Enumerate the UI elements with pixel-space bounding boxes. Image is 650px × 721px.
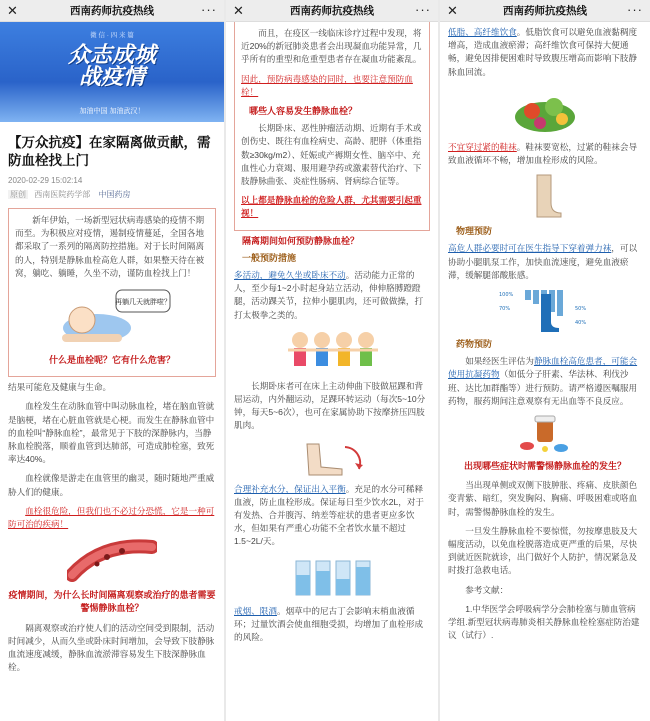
paragraph-stockings: ，可以协助小腿肌泵工作，加快血流速度，避免血液瘀滞，缓解腿部酸胀感。 xyxy=(448,243,638,280)
pills-image xyxy=(515,414,575,454)
blood-vessel-image xyxy=(67,537,157,583)
ankle-exercise-image xyxy=(297,439,367,477)
paragraph-drug-b: （如低分子肝素、华法林、利伐沙班、达比加群酯等）进行预防。请严格遵医嘱服用药物，服药期间注意观察有无出血等不良反应。 xyxy=(448,369,638,406)
banner-top-text: 微 信 · 四 来 篇 xyxy=(90,32,134,39)
gradient-label-70: 70% xyxy=(499,306,511,313)
banner-image xyxy=(0,22,224,122)
banner-line2: 战疫情 xyxy=(78,64,145,89)
paragraph-shoes: 。鞋袜要宽松，过紧的鞋袜会导致血液循环不畅，增加血栓形成的风险。 xyxy=(448,141,638,166)
paragraph-smoking: 。烟草中的尼古丁会影响末梢血液循环；过量饮酒会使血细胞受损，均增加了血栓形成的风险。 xyxy=(234,605,424,643)
more-icon[interactable]: ··· xyxy=(415,2,431,17)
paragraph-isolation: 隔离观察或治疗使人们的活动空间受到限制，活动时间减少，从而久坐或卧床时间增加，会导致下肢静脉血流速度减缓，静脉血流淤滞容易发生下肢深静脉血栓。 xyxy=(8,622,215,673)
heading-why-isolation: 疫情期间，为什么长时间隔离观察或治疗的患者需要警惕静脉血栓？ xyxy=(8,590,216,614)
gradient-label-50: 50% xyxy=(575,306,587,313)
heading-general-measures: 一般预防措施 xyxy=(242,252,297,263)
paragraph-drug-a: 如果经医生评估为 xyxy=(465,356,534,367)
phone-screen-3 xyxy=(440,0,650,721)
app-title: 西南药师抗疫热线 xyxy=(290,5,374,17)
article-meta xyxy=(0,176,224,208)
article-title: 【万众抗疫】在家隔离做贡献，需防血栓找上门 xyxy=(8,135,211,168)
article-body-box xyxy=(234,22,430,231)
phone-screen-1 xyxy=(0,0,224,721)
close-icon[interactable]: ✕ xyxy=(233,3,244,18)
heading-drug-prevention: 药物预防 xyxy=(456,339,493,350)
article-body-box xyxy=(8,208,216,377)
title-bar xyxy=(226,0,438,22)
red-note-preventable: 血栓很危险，但我们也不必过分恐慌，它是一种可防可治的疾病！ xyxy=(8,505,215,530)
link-stockings[interactable]: 高危人群必要时可在医生指导下穿着弹力袜 xyxy=(448,243,612,254)
paragraph-consequence: 结果可能危及健康与生命。 xyxy=(8,382,112,393)
paragraph-diet: 。低脂饮食可以避免血液黏稠度增高，造成血液瘀滞；高纤维饮食可保持大便通畅，避免因排便困难时导致腹压增高而影响下肢静脉血回流。 xyxy=(448,27,638,77)
compression-gradient-image xyxy=(485,288,605,332)
sleeping-baby-image xyxy=(52,286,172,348)
heading-who-at-risk: 哪些人容易发生静脉血栓？ xyxy=(249,106,358,117)
paragraph-ghost: 血栓就像是游走在血管里的幽灵，随时随地严重威胁人们的健康。 xyxy=(8,473,215,497)
heading-warning-symptoms: 出现哪些症状时需警惕静脉血栓的发生？ xyxy=(463,461,626,472)
phone-screen-2 xyxy=(226,0,438,721)
article-source: 西南医院药学部 xyxy=(34,190,91,199)
paragraph-coagulation: 而且，在疫区一线临床诊疗过程中发现，将近20%的新冠肺炎患者会出现凝血功能异常，几乎所有的重型和危重型患者存在凝血功能紊乱。 xyxy=(241,28,422,65)
title-bar xyxy=(440,0,650,22)
more-icon[interactable]: ··· xyxy=(201,2,217,17)
app-title: 西南药师抗疫热线 xyxy=(503,5,587,17)
red-note-prevent: 因此，预防病毒感染的同时，也要注意预防血栓！ xyxy=(241,73,413,97)
gradient-label-40: 40% xyxy=(575,320,587,327)
kids-exercise-image xyxy=(282,328,382,374)
more-icon[interactable]: ··· xyxy=(627,2,643,17)
link-water[interactable]: 合理补充水分，保证出入平衡 xyxy=(234,483,346,494)
link-smoking[interactable]: 戒烟、限酒 xyxy=(234,605,277,616)
reference-1: 1.中华医学会呼吸病学分会肺栓塞与肺血管病学组.新型冠状病毒肺炎相关静脉血栓栓塞症防治建议（试行）. xyxy=(448,603,640,641)
title-bar xyxy=(0,0,224,22)
paragraph-water: 。充足的水分可稀释血液，防止血栓形成。保证每日至少饮水2L，对于有发热、合并腹泻、纳差等症状的患者更应多饮水，但如果有严重心功能不全者饮水量不超过1.5~2L/天。 xyxy=(234,483,425,547)
banner-line1: 众志成城 xyxy=(67,42,156,67)
paragraph-activity: 。活动能力正常的人，至少每1~2小时起身站立活动，伸伸胳膊蹬蹬腿，活动踝关节，拉伸小腿肌肉，还可做做操，打打太极拳之类的。 xyxy=(234,270,424,320)
close-icon[interactable]: ✕ xyxy=(447,3,458,18)
publish-date: 2020-02-29 15:02:14 xyxy=(8,176,83,185)
paragraph-symptoms: 当出现单侧或双侧下肢肿胀、疼痛、皮肤颜色变青紫、暗红，突发胸闷、胸痛、呼吸困难或咯血时，需警惕静脉血栓的发生。 xyxy=(448,480,638,517)
red-note-high-risk: 以上都是静脉血栓的危险人群，尤其需要引起重视！ xyxy=(241,195,422,219)
original-tag: 原创 xyxy=(10,190,26,199)
close-icon[interactable]: ✕ xyxy=(7,3,18,18)
heading-what-is-thrombus: 什么是血栓呢？它有什么危害？ xyxy=(48,355,175,366)
heading-physical-prevention: 物理预防 xyxy=(456,226,493,237)
vegetables-image xyxy=(510,85,580,135)
link-diet[interactable]: 低脂、高纤维饮食 xyxy=(448,27,517,37)
link-shoes[interactable]: 不宜穿过紧的鞋袜 xyxy=(448,141,517,152)
paragraph-bedridden: 长期卧床者可在床上主动伸曲下肢做屈踝和背屈运动，内外翻运动，足踝环转运动（每次5~10分钟，每天5~6次），也可在家属协助下按摩挤压四肢肌肉。 xyxy=(234,380,426,431)
references-title: 参考文献： xyxy=(465,584,509,595)
app-title: 西南药师抗疫热线 xyxy=(70,5,154,17)
water-glasses-image xyxy=(290,555,374,599)
banner-sub: 加油中国 加油武汉！ xyxy=(79,108,145,115)
paragraph-risk-factors: 长期卧床、恶性肿瘤活动期、近期有手术或创伤史、既往有血栓病史、高龄、肥胖（体重指数≥30kg/m2）、妊娠或产褥期女性、脑卒中、充血性心力衰竭、服用避孕药或激素替代治疗、下肢静脉曲张、炎症性肠病、肾病综合征等。 xyxy=(241,123,422,187)
account-link[interactable]: 中国药房 xyxy=(98,190,131,199)
paragraph-emergency: 一旦发生静脉血栓不要惊慌，勿按摩患肢及大幅度活动，以免血栓脱落造成更严重的后果，尽快到就近医院就诊，出门做好个人防护，情况紧急及时拨打急救电话。 xyxy=(448,525,638,576)
image-speech-text: 再躺几天就胖啦？ xyxy=(115,298,171,307)
compression-stocking-image xyxy=(525,173,565,219)
link-anticoagulant[interactable]: 静脉血栓高危患者，可能会使用抗凝药物 xyxy=(448,356,638,380)
paragraph-arterial-venous: 血栓发生在动脉血管中叫动脉血栓，堵在脑血管就是脑梗，堵在心脏血管就是心梗。而发生在静脉血管中的血栓叫“静脉血栓”，最常见于下肢的深静脉内，当静脉血栓脱落，顺着血管到达肺部，可造成肺栓塞，致死率达40%。 xyxy=(8,401,215,465)
gradient-label-100: 100% xyxy=(499,292,514,299)
heading-how-to-prevent: 隔离期间如何预防静脉血栓？ xyxy=(242,235,360,246)
intro-paragraph: 新年伊始，一场新型冠状病毒感染的疫情不期而至。为积极应对疫情，遏制疫情蔓延，全国各地都采取了一系列的隔离防控措施。对于长时间隔离的人，特别是静脉血栓高危人群，如果整天待在被窝，躺吃、躺睡，久坐不动，谨防血栓找上门！ xyxy=(15,215,205,278)
link-activity[interactable]: 多活动，避免久坐或卧床不动 xyxy=(234,270,346,281)
